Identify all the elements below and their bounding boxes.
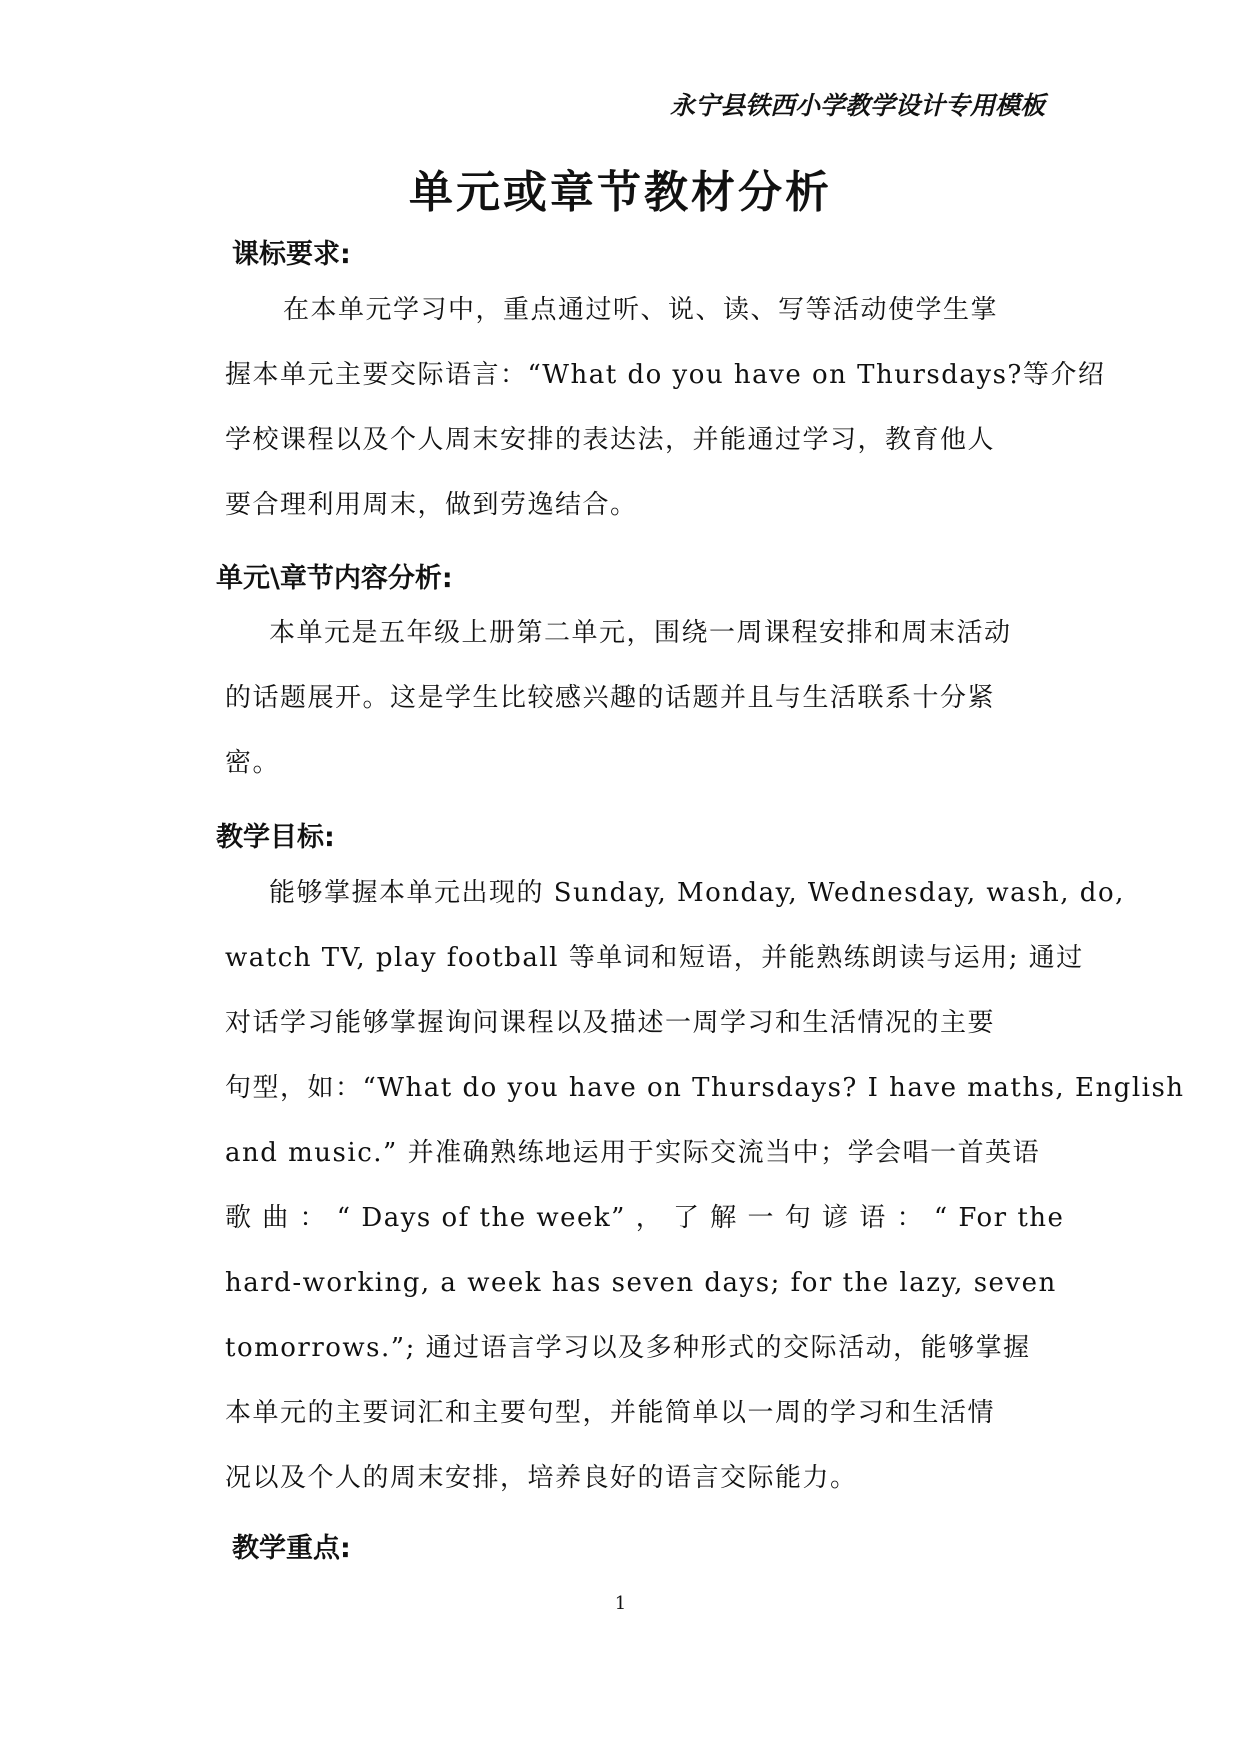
text-line: 学校课程以及个人周末安排的表达法，并能通过学习，教育他人 [225,425,996,455]
section-heading-content: 单元\章节内容分析: [216,563,453,594]
text-line: hard-working, a week has seven days; for the lazy, seven [225,1268,1057,1298]
section-heading-curriculum: 课标要求: [232,239,351,270]
text-line: 况以及个人的周末安排，培养良好的语言交际能力。 [225,1463,858,1493]
text-line: and music.” 并准确熟练地运用于实际交流当中；学会唱一首英语 [225,1138,1041,1168]
page-title: 单元或章节教材分析 [409,167,832,218]
text-line: 要合理利用周末，做到劳逸结合。 [225,490,638,520]
section-heading-keypoints: 教学重点: [232,1533,351,1564]
text-line: 密。 [225,748,281,778]
section-body-curriculum [225,278,1106,538]
text-line: 歌 曲 ： “ Days of the week” ， 了 解 一 句 谚 语 ： “ For the [225,1203,1065,1233]
text-line: 握本单元主要交际语言：“What do you have on Thursdays?等介绍 [225,360,1106,390]
text-line: 句型，如：“What do you have on Thursdays? I have maths, English [225,1073,1185,1103]
text-line: watch TV, play football 等单词和短语，并能熟练朗读与运用; 通过 [225,943,1084,973]
text-line: 的话题展开。这是学生比较感兴趣的话题并且与生活联系十分紧 [225,683,996,713]
section-heading-goals: 教学目标: [216,822,335,853]
text-line: 本单元是五年级上册第二单元，围绕一周课程安排和周末活动 [269,618,1012,648]
text-line: tomorrows.”; 通过语言学习以及多种形式的交际活动，能够掌握 [225,1333,1031,1363]
section-body-goals [225,861,1185,1511]
text-line: 本单元的主要词汇和主要句型，并能简单以一周的学习和生活情 [225,1398,996,1428]
text-line: 能够掌握本单元出现的 Sunday, Monday, Wednesday, wash, do, [269,878,1125,908]
text-line: 在本单元学习中，重点通过听、说、读、写等活动使学生掌 [283,295,999,325]
document-header: 永宁县铁西小学教学设计专用模板 [669,91,1045,120]
section-body-content [225,601,1047,796]
text-line: 对话学习能够掌握询问课程以及描述一周学习和生活情况的主要 [225,1008,996,1038]
page-number: 1 [614,1593,627,1614]
